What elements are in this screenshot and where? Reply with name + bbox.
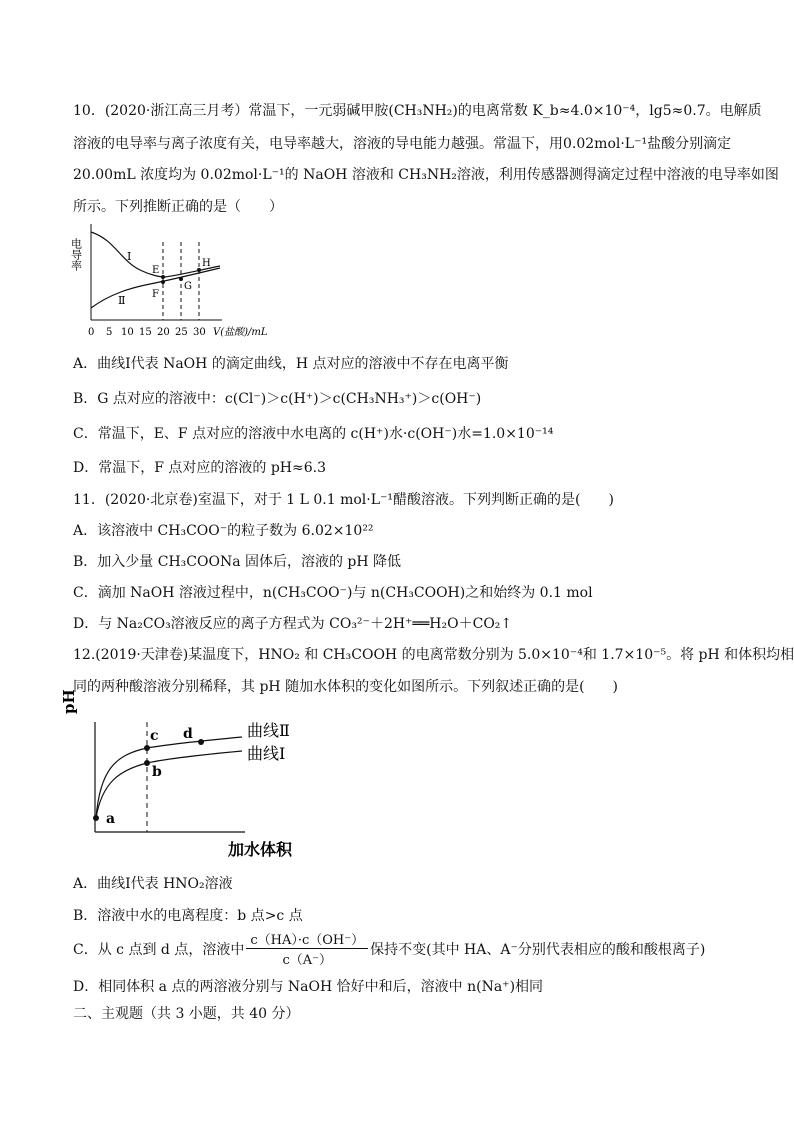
q12-point-a [93,815,99,821]
q10-label-H: H [202,258,211,269]
q12-stem-line1: 12.(2019·天津卷)某温度下，HNO₂ 和 CH₃COOH 的电离常数分别为 5.0×10⁻⁴和 1.7×10⁻⁵。将 pH 和体积均相 [73,647,794,663]
q10-label-E: E [152,265,160,276]
q10-xtick: 0 [88,327,95,338]
q12-label-d: d [183,726,193,742]
q10-xtick: 20 [157,327,170,338]
q10-option-A: A．曲线Ⅰ代表 NaOH 的滴定曲线，H 点对应的溶液中不存在电离平衡 [73,356,509,372]
q12-stem-line2: 同的两种酸溶液分别稀释，其 pH 随加水体积的变化如图所示。下列叙述正确的是( ) [73,679,618,695]
q10-option-B: B．G 点对应的溶液中：c(Cl⁻)＞c(H⁺)＞c(CH₃NH₃⁺)＞c(OH⁻) [73,391,482,407]
q10-xtick: 25 [175,327,188,338]
q12-label-c: c [150,728,159,744]
q10-label-curve-I: Ⅰ [127,250,132,263]
q11-option-B: B．加入少量 CH₃COONa 固体后，溶液的 pH 降低 [73,554,402,570]
q10-option-C: C．常温下，E、F 点对应的溶液中水电离的 c(H⁺)水·c(OH⁻)水=1.0×10⁻¹⁴ [73,426,554,442]
q10-point-G [179,277,183,281]
q11-option-A: A．该溶液中 CH₃COO⁻的粒子数为 6.02×10²² [73,523,374,539]
q10-label-G: G [184,281,192,292]
q12-option-C [73,929,705,968]
q12-y-label: pH [60,689,78,714]
section-2-heading: 二、主观题（共 3 小题，共 40 分） [73,1006,300,1022]
q12-point-c [144,745,150,751]
q12-option-D: D．相同体积 a 点的两溶液分别与 NaOH 恰好中和后，溶液中 n(Na⁺)相同 [73,979,544,995]
q10-label-F: F [152,289,159,300]
q10-conductivity-chart [70,222,290,344]
q12-label-b: b [152,764,162,780]
q11-stem: 11．(2020·北京卷)室温下，对于 1 L 0.1 mol·L⁻¹醋酸溶液。下列判断正确的是( ) [73,492,614,508]
q12-point-b [144,760,150,766]
q10-option-D: D．常温下，F 点对应的溶液的 pH≈6.3 [73,460,327,476]
q10-xtick: 30 [193,327,206,338]
q12-option-C-denominator: c（A⁻） [282,953,332,968]
q12-option-C-prefix: C．从 c 点到 d 点，溶液中 [73,941,245,958]
q12-option-C-fraction [246,929,368,968]
q12-label-curve-I: 曲线Ⅰ [247,744,286,763]
q10-y-label: 电导率 [69,238,83,271]
q10-x-label: V(盐酸)/mL [213,327,268,338]
q10-xtick: 5 [106,327,113,338]
q10-xtick: 10 [121,327,134,338]
q10-stem-line1: 10．(2020·浙江高三月考）常温下，一元弱碱甲胺(CH₃NH₂)的电离常数 K_b≈4.0×10⁻⁴，lg5≈0.7。电解质 [73,103,762,119]
q10-stem-line4: 所示。下列推断正确的是（ ） [73,199,283,215]
q11-option-C: C．滴加 NaOH 溶液过程中，n(CH₃COO⁻)与 n(CH₃COOH)之和始终为 0.1 mol [73,585,593,601]
q10-point-F [161,280,165,284]
q12-curve-II [96,737,242,818]
q12-point-d [198,739,204,745]
q12-option-C-numerator: c（HA）·c（OH⁻） [246,929,368,949]
q11-option-D: D．与 Na₂CO₃溶液反应的离子方程式为 CO₃²⁻＋2H⁺══H₂O＋CO₂↑ [73,616,513,632]
q12-ph-chart [60,689,320,865]
q10-stem-line2: 溶液的电导率与离子浓度有关，电导率越大，溶液的导电能力越强。常温下，用0.02mol·L⁻¹盐酸分别滴定 [73,136,732,152]
q10-stem-line3: 20.00mL 浓度均为 0.02mol·L⁻¹的 NaOH 溶液和 CH₃NH₂溶液，利用传感器测得滴定过程中溶液的电导率如图 [73,167,779,183]
q10-point-H [197,268,201,272]
q10-point-E [161,275,165,279]
q12-option-C-suffix: 保持不变(其中 HA、A⁻分别代表相应的酸和酸根离子) [370,941,706,958]
q12-label-a: a [106,811,116,827]
q10-xtick: 15 [139,327,152,338]
q12-option-B: B．溶液中水的电离程度：b 点>c 点 [73,908,303,924]
q12-x-label: 加水体积 [228,840,293,859]
q12-label-curve-II: 曲线Ⅱ [247,721,290,740]
q10-label-curve-II: Ⅱ [118,294,126,307]
q12-option-A: A．曲线Ⅰ代表 HNO₂溶液 [73,876,233,892]
